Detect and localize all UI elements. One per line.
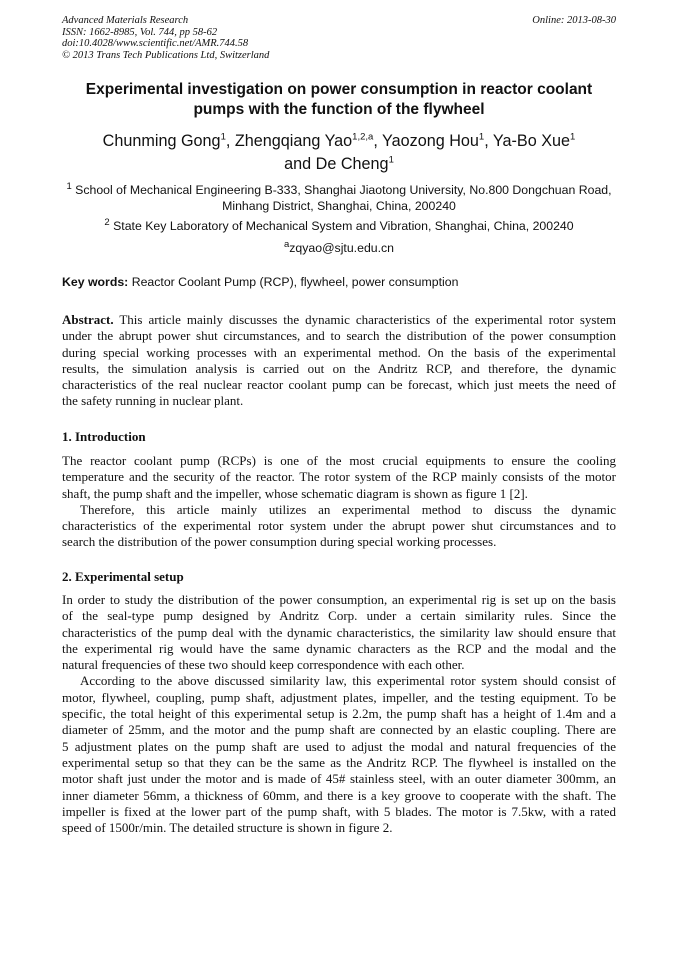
affiliation-1 [50,182,628,214]
author-conjunction: and [284,155,316,173]
title-line: pumps with the function of the flywheel [193,101,485,118]
title-line: Experimental investigation on power consumption in reactor coolant [85,81,593,98]
affiliation-2 [50,218,628,234]
author-name: De Cheng [315,155,389,173]
affiliation-sup: 2 [104,216,110,228]
paragraph [62,592,616,673]
author-separator: , [484,132,493,150]
paper-title [62,80,616,120]
abstract-text: results, the simulation analysis is carried out on the Andritz RCP, and therefore, the dynamic [62,360,616,376]
keywords-text: Reactor Coolant Pump (RCP), flywheel, power consumption [128,275,459,289]
abstract-text: during special working processes with an experimental method. On the basis of the experimental [62,344,616,360]
section-heading: 1. Introduction [62,429,146,444]
paragraph-line: diameter of 25mm, and the motor and the pump shaft are connected by an elastic coupling. There are [62,722,616,738]
paragraph-line: the experimental rig would have the same dynamic characters as the RCP and the modal and the [62,640,616,656]
paragraph-line: search the distribution of the power consumption during special working processes. [62,534,497,550]
author-affiliation-sup: 1 [570,131,576,143]
section-heading: 2. Experimental setup [62,569,184,584]
corresponding-email [50,240,628,256]
paragraph-line: characteristics of the experimental rotor system under the abrupt power shut circumstances and to [62,518,616,534]
journal-name: Advanced Materials Research [62,15,189,26]
paragraph-line: inner diameter 56mm, a thickness of 60mm, and there is a key groove to cooperate with the shaft. The [62,787,616,803]
author-name: Zhengqiang Yao [234,132,353,150]
online-date: Online: 2013-08-30 [532,15,616,26]
affiliation-text: School of Mechanical Engineering B-333, Shanghai Jiaotong University, No.800 Dongchuan Road, [75,183,612,197]
paragraph-line: temperature and the security of the reactor. The rotor system of the RCP mainly consists of the motor [62,469,616,485]
author-name: Ya-Bo Xue [492,132,571,150]
paragraph-line: Therefore, this article mainly utilizes an experimental method to discuss the dynamic [80,501,616,517]
doi: doi:10.4028/www.scientific.net/AMR.744.58 [62,38,249,49]
affiliation-text: State Key Laboratory of Mechanical System and Vibration, Shanghai, China, 200240 [113,219,574,233]
paragraph-line: natural frequencies of these two should keep correspondence with each other. [62,657,465,673]
paragraph-line: of the seal-type pump designed by Andritz Corp. under a certain similarity rules. Since the [62,608,616,624]
paragraph-line: impeller is fixed at the lower part of the pump shaft, with 5 blades. The motor is 7.5kw, with a rated [62,803,616,819]
abstract-text: characteristics of the real nuclear reactor coolant pump can be forecast, which just meets the need of [62,377,616,393]
keywords [62,275,458,289]
abstract-line [62,312,616,328]
authors-line [40,153,638,176]
paragraph [62,673,616,836]
paragraph-line: speed of 1500r/min. The detailed structure is shown in figure 2. [62,820,393,836]
author-affiliation-sup: 1 [478,131,485,143]
keywords-label: Key words: [62,275,129,289]
paragraph-line: According to the above discussed similarity law, this experimental rotor system should consist of [80,673,616,689]
authors-line [40,130,638,153]
paragraph [62,502,616,551]
journal-header [62,15,269,61]
paragraph-line: 5 adjustment plates on the pump shaft are used to adjust the modal and natural frequencies of the [62,738,616,754]
paragraph-line: characteristics of the pump deal with the dynamic characteristics, the similarity law should ensure that [62,624,616,640]
abstract-text: the safety running in nuclear plant. [62,393,244,409]
issn: ISSN: 1662-8985, Vol. 744, pp 58-62 [62,26,218,38]
abstract-line [62,345,616,361]
abstract-line [62,361,616,377]
paragraph-line: shaft, the pump shaft and the impeller, whose schematic diagram is shown as figure 1 [2]. [62,485,528,501]
paragraph-line: motor, flywheel, coupling, pump shaft, adjustment plates, impeller, and the testing equipment. To be [62,689,616,705]
section-body [62,453,616,551]
abstract-label: Abstract. [62,312,114,327]
abstract-line [62,393,616,409]
paragraph-line: motor shaft just under the motor and is made of 45# stainless steel, with an outer diameter 300mm, an [62,771,616,787]
abstract-line [62,377,616,393]
author-affiliation-sup: 1 [388,154,394,166]
email-sup: a [283,238,290,250]
section-body [62,592,616,836]
abstract [62,312,616,410]
abstract-line [62,328,616,344]
author-affiliation-sup: 1 [220,131,226,143]
paragraph-line: experimental setup so that they can be the same as the Andritz RCP. The flywheel is installed on the [62,754,616,770]
email-address: zqyao@sjtu.edu.cn [289,241,395,255]
abstract-text: This article mainly discusses the dynamic characteristics of the experimental rotor system [113,312,616,327]
author-affiliation-sup: 1,2,a [352,131,374,143]
paragraph [62,453,616,502]
affiliation-text: Minhang District, Shanghai, China, 200240 [222,199,456,213]
author-name: Yaozong Hou [382,132,479,150]
paragraph-line: The reactor coolant pump (RCPs) is one of the most crucial equipments to ensure the cooling [62,453,616,468]
author-separator: , [225,132,235,150]
affiliation-sup: 1 [66,180,72,192]
author-separator: , [373,132,383,150]
paragraph-line: specific, the total height of this experimental setup is 2.2m, the pump shaft has a height of 1.4m and a [62,706,616,722]
paragraph-line: In order to study the distribution of the power consumption, an experimental rig is set up on the basis [62,592,616,607]
abstract-text: under the abrupt power shut circumstances, and to search the distribution of the power consumption [62,328,616,344]
author-name: Chunming Gong [102,132,221,150]
authors [40,130,638,176]
copyright: © 2013 Trans Tech Publications Ltd, Switzerland [62,49,270,61]
